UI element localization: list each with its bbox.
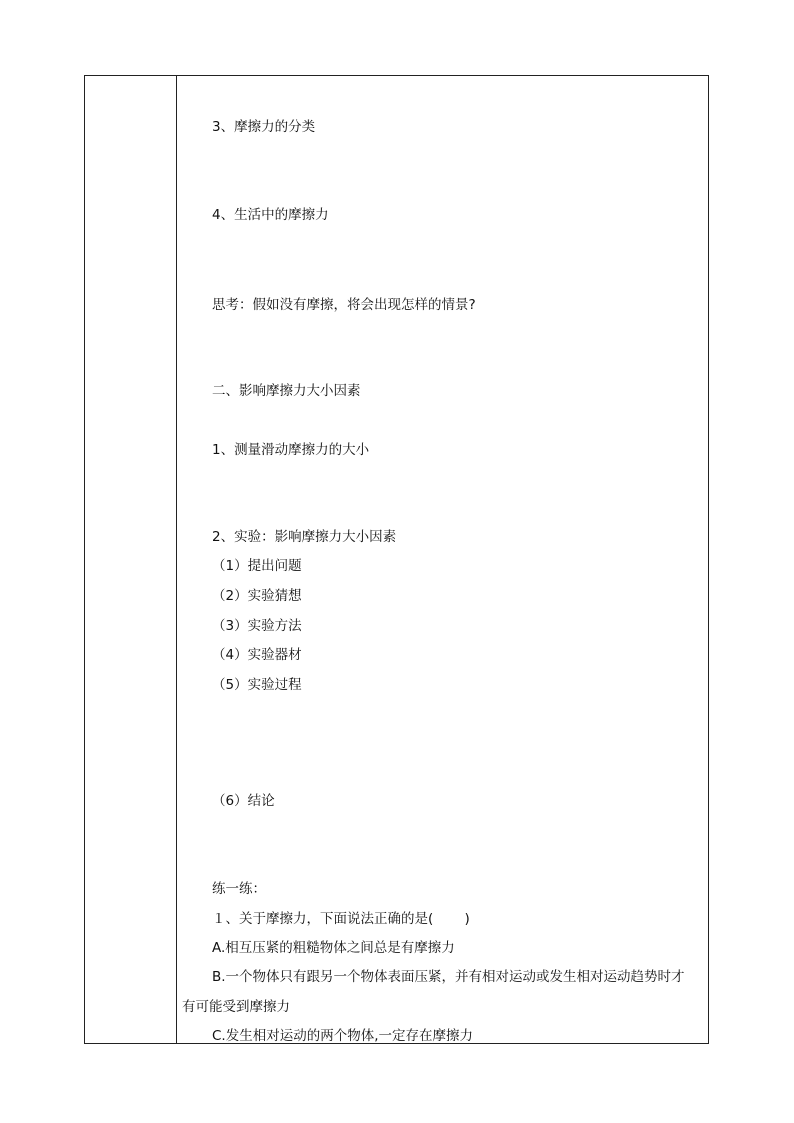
- answer-option: B.一个物体只有跟另一个物体表面压紧，并有相对运动或发生相对运动趋势时才: [212, 969, 685, 985]
- section-heading: 二、影响摩擦力大小因素: [212, 383, 361, 399]
- answer-option: A.相互压紧的粗糙物体之间总是有摩擦力: [212, 940, 455, 956]
- list-item: （3）实验方法: [212, 618, 302, 634]
- text-line: 练一练：: [212, 881, 266, 897]
- text-line: 思考：假如没有摩擦，将会出现怎样的情景?: [212, 297, 476, 313]
- list-item: （6）结论: [212, 793, 275, 809]
- text-line: 2、实验：影响摩擦力大小因素: [212, 529, 397, 545]
- list-item: （2）实验猜想: [212, 588, 302, 604]
- column-divider: [176, 76, 177, 1043]
- text-line: 3、摩擦力的分类: [212, 119, 316, 135]
- answer-option-continued: 有可能受到摩擦力: [182, 999, 290, 1015]
- text-line: 1、测量滑动摩擦力的大小: [212, 442, 370, 458]
- list-item: （5）实验过程: [212, 677, 302, 693]
- list-item: （1）提出问题: [212, 558, 302, 574]
- question-stem: １、关于摩擦力，下面说法正确的是( ): [212, 911, 470, 927]
- list-item: （4）实验器材: [212, 647, 302, 663]
- text-line: 4、生活中的摩擦力: [212, 207, 329, 223]
- content-table: [84, 75, 709, 1044]
- answer-option: C.发生相对运动的两个物体,一定存在摩擦力: [212, 1028, 474, 1044]
